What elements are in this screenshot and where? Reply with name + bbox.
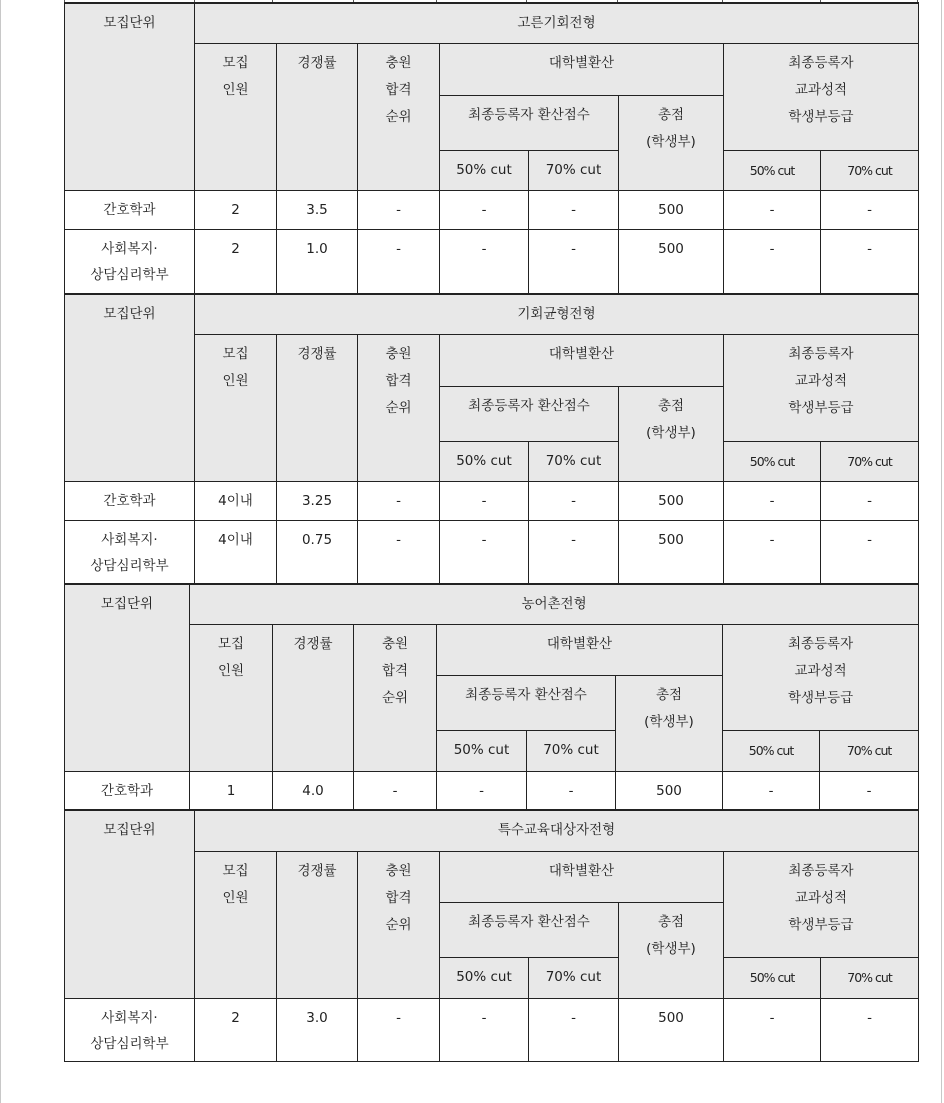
table-row <box>65 481 919 520</box>
rate-header: 경쟁률 <box>273 624 354 771</box>
quota-header-line: 모집 <box>222 862 249 879</box>
cut50-header: 50% cut <box>440 441 529 481</box>
g50-cell: - <box>724 190 821 229</box>
grade-header-line: 최종등록자 <box>787 635 854 652</box>
c50-cell: - <box>440 998 529 1061</box>
unit-cell-line: 상담심리학부 <box>90 266 169 283</box>
converted-score-header: 최종등록자 환산점수 <box>437 675 616 730</box>
quota-header-line: 모집 <box>222 345 249 362</box>
admission-result-table <box>64 809 919 1062</box>
unit-cell <box>65 520 195 584</box>
rank-header <box>358 851 440 998</box>
grade-header-line: 교과성적 <box>794 889 848 906</box>
quota-header-line: 인원 <box>222 372 249 389</box>
grade-header-line: 학생부등급 <box>788 399 854 416</box>
c70-cell: - <box>529 520 619 584</box>
grade-cut70-header: 70% cut <box>820 730 919 771</box>
quota-header <box>195 43 277 190</box>
rank-cell: - <box>354 771 437 811</box>
c50-cell: - <box>440 520 529 584</box>
admission-result-table <box>64 2 919 295</box>
total-score-header-line: 총점 <box>657 913 685 930</box>
total-score-header-line: 총점 <box>655 686 683 703</box>
rank-cell: - <box>358 998 440 1061</box>
c50-cell: - <box>440 229 529 294</box>
unit-cell <box>65 190 195 229</box>
univ-conversion-header: 대학별환산 <box>440 851 724 902</box>
quota-cell: 2 <box>195 190 277 229</box>
total-score-header-line: (학생부) <box>646 940 696 957</box>
section-title: 특수교육대상자전형 <box>195 810 919 851</box>
grade-header <box>723 624 919 730</box>
cut70-header: 70% cut <box>529 150 619 190</box>
rate-cell: 1.0 <box>277 229 358 294</box>
c50-cell: - <box>440 481 529 520</box>
unit-cell <box>65 998 195 1061</box>
total-score-header <box>619 95 724 190</box>
grade-header-line: 학생부등급 <box>787 689 854 706</box>
unit-header: 모집단위 <box>65 3 195 190</box>
rank-cell: - <box>358 481 440 520</box>
quota-cell: 2 <box>195 229 277 294</box>
total-score-header-line: (학생부) <box>646 424 696 441</box>
rank-header-line: 합격 <box>385 372 412 389</box>
g50-cell: - <box>723 771 820 811</box>
grade-header-line: 최종등록자 <box>788 54 854 71</box>
univ-conversion-header: 대학별환산 <box>440 43 724 95</box>
quota-cell: 2 <box>195 998 277 1061</box>
rank-header-line: 순위 <box>381 689 409 706</box>
unit-cell-line: 상담심리학부 <box>90 1035 169 1052</box>
rate-cell: 3.0 <box>277 998 358 1061</box>
rank-header-line: 합격 <box>385 81 412 98</box>
rank-header-line: 충원 <box>385 345 412 362</box>
quota-header-line: 인원 <box>222 81 249 98</box>
univ-conversion-header: 대학별환산 <box>437 624 723 675</box>
rank-header-line: 순위 <box>385 916 412 933</box>
g50-cell: - <box>724 229 821 294</box>
g70-cell: - <box>820 771 919 811</box>
section-title: 기회균형전형 <box>195 294 919 334</box>
total-score-header-line: (학생부) <box>644 713 694 730</box>
unit-header: 모집단위 <box>65 294 195 481</box>
total-cell: 500 <box>619 998 724 1061</box>
c70-cell: - <box>529 190 619 229</box>
converted-score-header: 최종등록자 환산점수 <box>440 95 619 150</box>
page-border-right <box>941 0 942 1103</box>
rate-header: 경쟁률 <box>277 334 358 481</box>
g70-cell: - <box>821 229 919 294</box>
c70-cell: - <box>529 481 619 520</box>
quota-header <box>195 334 277 481</box>
grade-cut70-header: 70% cut <box>821 957 919 998</box>
rank-header <box>358 43 440 190</box>
total-score-header-line: 총점 <box>657 397 685 414</box>
rank-header-line: 합격 <box>381 662 409 679</box>
converted-score-header: 최종등록자 환산점수 <box>440 902 619 957</box>
total-score-header <box>616 675 723 771</box>
g70-cell: - <box>821 190 919 229</box>
c50-cell: - <box>437 771 527 811</box>
total-score-header <box>619 902 724 998</box>
rate-cell: 0.75 <box>277 520 358 584</box>
table-row <box>65 229 919 294</box>
g70-cell: - <box>821 998 919 1061</box>
rank-header-line: 순위 <box>385 399 412 416</box>
rank-header <box>358 334 440 481</box>
rank-header-line: 충원 <box>381 635 409 652</box>
total-cell: 500 <box>619 520 724 584</box>
admission-table-4 <box>64 809 918 1060</box>
total-cell: 500 <box>619 190 724 229</box>
unit-cell-line: 사회복지· <box>101 1009 158 1026</box>
g70-cell: - <box>821 520 919 584</box>
grade-header-line: 교과성적 <box>794 81 848 98</box>
rank-header-line: 순위 <box>385 108 412 125</box>
total-score-header-line: (학생부) <box>646 133 696 150</box>
rate-cell: 3.25 <box>277 481 358 520</box>
total-cell: 500 <box>619 229 724 294</box>
quota-cell: 4이내 <box>195 481 277 520</box>
cut70-header: 70% cut <box>527 730 616 771</box>
unit-header: 모집단위 <box>65 584 190 771</box>
cut50-header: 50% cut <box>437 730 527 771</box>
quota-cell: 4이내 <box>195 520 277 584</box>
quota-header-line: 모집 <box>222 54 249 71</box>
grade-cut50-header: 50% cut <box>724 150 821 190</box>
rank-cell: - <box>358 520 440 584</box>
grade-cut50-header: 50% cut <box>724 441 821 481</box>
grade-cut70-header: 70% cut <box>821 441 919 481</box>
section-title: 고른기회전형 <box>195 3 919 43</box>
table-row <box>65 520 919 584</box>
c70-cell: - <box>527 771 616 811</box>
unit-cell <box>65 771 190 811</box>
quota-header-line: 인원 <box>217 662 245 679</box>
g50-cell: - <box>724 520 821 584</box>
rank-cell: - <box>358 229 440 294</box>
grade-cut50-header: 50% cut <box>723 730 820 771</box>
cut70-header: 70% cut <box>529 441 619 481</box>
g50-cell: - <box>724 481 821 520</box>
grade-header <box>724 43 919 150</box>
rate-header: 경쟁률 <box>277 851 358 998</box>
grade-header-line: 최종등록자 <box>788 345 854 362</box>
grade-header-line: 교과성적 <box>794 372 848 389</box>
table-row <box>65 771 919 811</box>
grade-header-line: 학생부등급 <box>788 108 854 125</box>
table-row <box>65 998 919 1061</box>
univ-conversion-header: 대학별환산 <box>440 334 724 386</box>
quota-header-line: 인원 <box>222 889 249 906</box>
rank-header-line: 충원 <box>385 862 412 879</box>
c70-cell: - <box>529 998 619 1061</box>
total-cell: 500 <box>616 771 723 811</box>
unit-cell-line: 간호학과 <box>100 782 154 799</box>
total-cell: 500 <box>619 481 724 520</box>
quota-header-line: 모집 <box>217 635 245 652</box>
cut50-header: 50% cut <box>440 957 529 998</box>
total-score-header-line: 총점 <box>657 106 685 123</box>
grade-header-line: 학생부등급 <box>788 916 854 933</box>
rate-cell: 4.0 <box>273 771 354 811</box>
c70-cell: - <box>529 229 619 294</box>
rate-header: 경쟁률 <box>277 43 358 190</box>
unit-header: 모집단위 <box>65 810 195 998</box>
unit-cell-line: 상담심리학부 <box>90 557 169 574</box>
quota-header <box>190 624 273 771</box>
converted-score-header: 최종등록자 환산점수 <box>440 386 619 441</box>
admission-table-3 <box>64 583 918 810</box>
cut50-header: 50% cut <box>440 150 529 190</box>
grade-header <box>724 851 919 957</box>
grade-header-line: 최종등록자 <box>788 862 854 879</box>
table-row <box>65 190 919 229</box>
rank-header-line: 충원 <box>385 54 412 71</box>
grade-cut50-header: 50% cut <box>724 957 821 998</box>
section-title: 농어촌전형 <box>190 584 919 624</box>
grade-cut70-header: 70% cut <box>821 150 919 190</box>
unit-cell-line: 간호학과 <box>103 201 156 218</box>
quota-cell: 1 <box>190 771 273 811</box>
admission-table-2 <box>64 293 918 583</box>
quota-header <box>195 851 277 998</box>
admission-table-1 <box>64 2 918 293</box>
grade-header <box>724 334 919 441</box>
unit-cell <box>65 229 195 294</box>
rank-cell: - <box>358 190 440 229</box>
admission-result-table <box>64 293 919 585</box>
page-border-left <box>0 0 1 1103</box>
unit-cell-line: 사회복지· <box>101 240 158 257</box>
unit-cell-line: 사회복지· <box>101 531 158 548</box>
c50-cell: - <box>440 190 529 229</box>
total-score-header <box>619 386 724 481</box>
rank-header-line: 합격 <box>385 889 412 906</box>
grade-header-line: 교과성적 <box>794 662 847 679</box>
g50-cell: - <box>724 998 821 1061</box>
g70-cell: - <box>821 481 919 520</box>
cut70-header: 70% cut <box>529 957 619 998</box>
rate-cell: 3.5 <box>277 190 358 229</box>
rank-header <box>354 624 437 771</box>
admission-result-table <box>64 583 919 812</box>
unit-cell-line: 간호학과 <box>103 492 156 509</box>
unit-cell <box>65 481 195 520</box>
